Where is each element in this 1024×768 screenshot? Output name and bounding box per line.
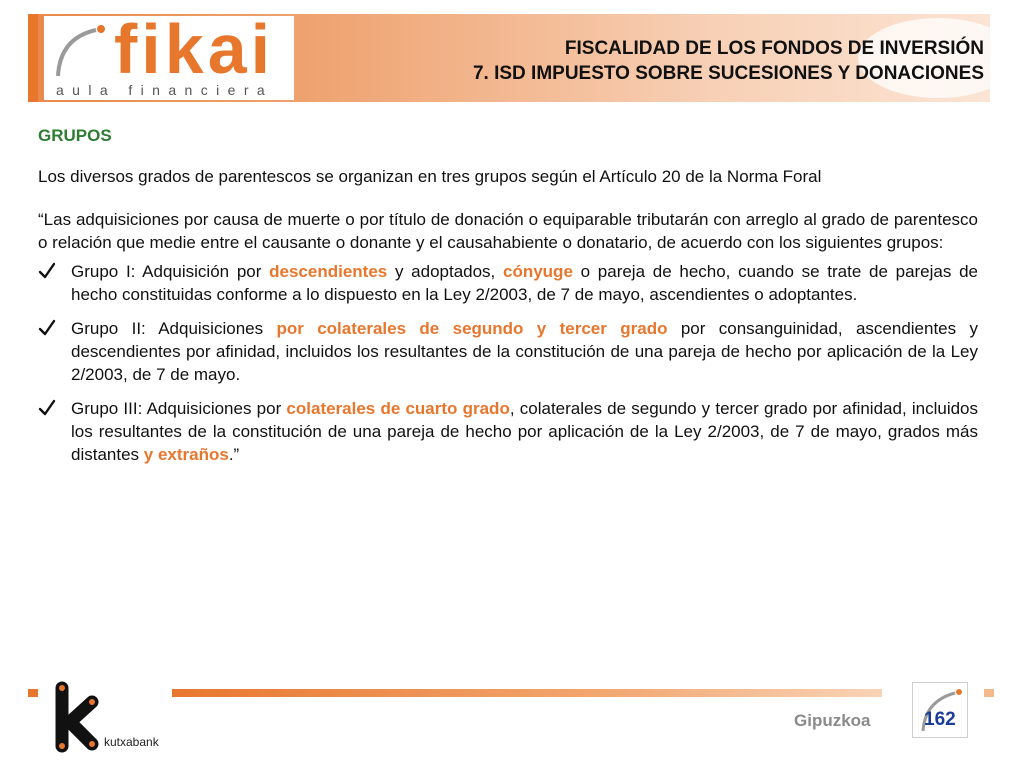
list-item-grupo-1 [38,260,978,306]
logo-word: fikai [114,10,275,88]
highlight: cónyuge [503,262,573,281]
groups-list [38,260,978,466]
checkmark-icon [38,398,56,418]
slide-title-line2: 7. ISD IMPUESTO SOBRE SUCESIONES Y DONACIONES [472,63,984,84]
slide-title-line1: FISCALIDAD DE LOS FONDOS DE INVERSIÓN [564,38,984,59]
footer-accent-left [28,689,38,697]
section-title: GRUPOS [38,126,112,145]
slide-header [28,10,990,102]
group-text: por consanguinidad, ascendientes y descendientes por afinidad, incluidos los resultantes de la constitución de una pareja de hecho por aplicación de la Ley 2/2003, de 7 de mayo. [71,319,978,384]
slide-title [473,36,984,86]
logo-subtitle: aula financiera [56,82,274,98]
group-text: Grupo II: Adquisiciones [71,319,277,338]
page-number: 162 [924,709,956,730]
footer-bar [172,689,882,697]
group-text: y adoptados, [387,262,503,281]
brand-name: kutxabank [104,735,159,749]
highlight: por colaterales de segundo y tercer grado [276,319,668,338]
quote-paragraph: “Las adquisiciones por causa de muerte o por título de donación o equiparable tributarán con arreglo al grado de parentesco o relación que medie entre el causante o donante y el causahabiente o donatario, de acuerdo con los siguientes grupos: [38,210,978,252]
footer-accent-right [984,689,994,697]
fikai-arc-icon [44,16,114,86]
checkmark-icon [38,318,56,338]
list-item-grupo-2 [38,317,978,386]
slide-content [38,124,978,477]
highlight: colaterales de cuarto grado [286,399,510,418]
highlight: descendientes [269,262,388,281]
group-text: , colaterales de segundo y tercer grado por afinidad, incluidos los resultantes de la constitución de una pareja de hecho por aplicación de la Ley 2/2003, de 7 de mayo, grados más distantes [71,399,979,464]
header-accent-bar [28,14,38,102]
highlight: y extraños [143,445,229,464]
group-text: o pareja de hecho, cuando se trate de parejas de hecho constituidas conforme a lo dispuesto en la Ley 2/2003, de 7 de mayo, ascendientes o adoptantes. [71,262,978,304]
intro-paragraph: Los diversos grados de parentescos se organizan en tres grupos según el Artículo 20 de la Norma Foral [38,167,822,186]
group-text: Grupo I: Adquisición por [71,262,270,281]
list-item-grupo-3 [38,397,978,466]
group-text: .” [228,445,240,464]
fikai-logo [44,10,294,100]
group-text: Grupo III: Adquisiciones por [71,399,287,418]
region-label: Gipuzkoa [794,711,871,730]
checkmark-icon [38,261,56,281]
